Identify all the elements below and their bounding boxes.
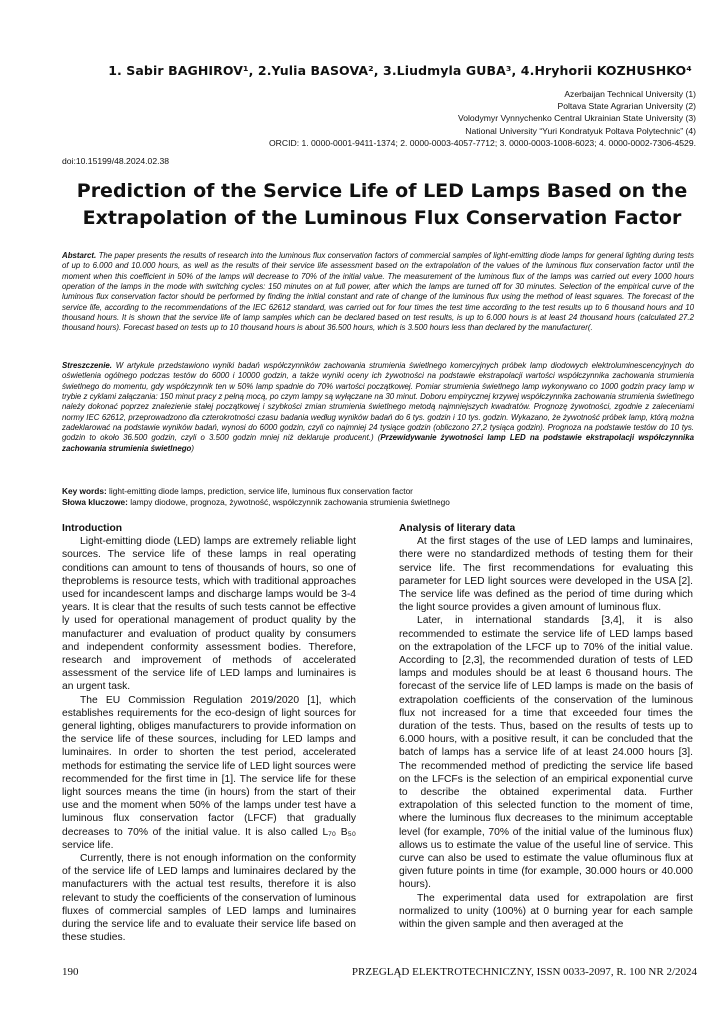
title-line-1: Prediction of the Service Life of LED Lamps Based on the — [76, 180, 688, 202]
keywords-pl-text: lampy diodowe, prognoza, żywotność, współczynnik zachowania strumienia świetlnego — [130, 497, 450, 507]
affiliation-1: Azerbaijan Technical University (1) — [564, 89, 696, 99]
keywords-en-label: Key words: — [62, 486, 107, 496]
authors-line: 1. Sabir BAGHIROV¹, 2.Yulia BASOVA², 3.Liudmyla GUBA³, 4.Hryhorii KOZHUSHKO⁴ — [108, 63, 692, 78]
paper-title — [62, 178, 702, 232]
title-line-2: Extrapolation of the Luminous Flux Conservation Factor — [82, 207, 682, 229]
journal-footer: PRZEGLĄD ELEKTROTECHNICZNY, ISSN 0033-2097, R. 100 NR 2/2024 — [351, 966, 697, 978]
affiliation-3: Volodymyr Vynnychenko Central Ukrainian State University (3) — [457, 113, 696, 124]
intro-paragraph-3: Currently, there is not enough information on the conformity of the service life of LED lamps and luminaires declared by the manufacturers with the actual test results, therefore it is also relevant to study the coefficients of the conservation of luminous fluxes of commercial samples of LED lamps and luminaires during the service life and to evaluate their service life based on these studies. — [62, 853, 356, 944]
analysis-paragraph-3: The experimental data used for extrapolation are first normalized to unity (100%) at 0 burning year for each sample within the given sample and then averaged at the — [399, 892, 693, 931]
keywords-en — [62, 486, 702, 497]
orcid-line: ORCID: 1. 0000-0001-9411-1374; 2. 0000-0003-4057-7712; 3. 0000-0003-1008-6023; 4. 0000-0002-7306-4529. — [269, 137, 696, 148]
section-heading-literary-analysis: Analysis of literary data — [399, 523, 516, 534]
analysis-paragraph-2: Later, in international standards [3,4], it is also recommended to estimate the service life of LED lamps based on the extrapolation of the LFCF up to 70% of the initial value. According to [2,3], the recommended duration of tests of LED lamps and modules should be at least 6 thousand hours. The forecast of the service life of LED lamps is made on the basis of extrapolation coefficients of the conservation of the luminous flux not increased for a time that exceeded four times the duration of the tests. Thus, based on the results of tests up to 6.000 hours, with a positive result, it can be concluded that the batch of lamps has a service life of at least 24.000 hours [3]. The recommended method of predicting the service life based on the LFCFs is the selection of an empirical exponential curve to describe the obtained experimental data. Further extrapolation of this selected function to the moment of time, where the luminous flux decreases to the minimum acceptable level (for example, 70% of the initial value of the luminous flux) allows us to estimate the value of the useful line of service. This curve can also be used to estimate the value ofluminous flux at given future points in time (for example, 30.000 hours or 40.000 hours). — [399, 615, 693, 891]
streszczenie-label: Streszczenie. — [62, 361, 112, 370]
abstract-text: The paper presents the results of research into the luminous flux conservation factors of commercial samples of light-emitting diode lamps for general lighting during tests of up to 6.000 and 10.000 hours, as well as the results of their service life assessment based on the extrapolation of the values of the luminous flux conservation factor until the moment when this coefficient in 50% of the lamps will decrease to 70% of the initial value. The measurement of the luminous flux of the lamps was carried out every 1000 hours operation of the lamps in the mode with switching cycles: 150 minutes on at full power, after which the lamps are turned off for 30 minutes. Selection of the empirical curve of the luminous flux conservation factor should be performed by finding the initial constant and rate of change of the luminous flux using the method of least squares. The forecast of the service life, according to the recommendations of the IEC 62612 standard, was carried out for four times the test time according to the test results up to 6 thousand hours and 10 thousand hours. It is shown that the service life of lamp samples which can be declared based on test results, is up to 6.000 hours is at least 24 thousand hours (calculated 27.2 thousand hours). Forecast based on tests up to 10 thousand hours is about 36.500 hours, which is 3.500 hours less than declared by the manufacturer(. — [62, 251, 694, 333]
intro-paragraph-1: Light-emitting diode (LED) lamps are extremely reliable light sources. The service life of these lamps in real operating conditions can amount to tens of thousands of hours, so one of theproblems is resource tests, which with traditional approaches used for incandescent lamps and discharge lamps would be 3-4 years. It is clear that the results of such tests cannot be effective ly used for operational management of product quality by the manufacturer and evaluation of product quality by consumers and independent conformity assessment bodies. Therefore, research and improvement of methods of accelerated assessment of the service life of LED lamps and luminaires is an urgent task. — [62, 536, 356, 693]
affiliations — [269, 88, 696, 149]
affiliation-2: Poltava State Agrarian University (2) — [557, 101, 696, 112]
page-number: 190 — [62, 966, 79, 978]
section-heading-introduction: Introduction — [62, 523, 123, 534]
doi: doi:10.15199/48.2024.02.38 — [62, 156, 170, 166]
abstract-label: Abstarct. — [62, 251, 97, 260]
abstract — [62, 251, 694, 334]
intro-paragraph-2: The EU Commission Regulation 2019/2020 [1], which establishes requirements for the eco-design of light sources for general lighting, obliges manufacturers to provide information on the service life of these sources, including for LED lamps and luminaires. In order to shorten the test period, accelerated methods for estimating the service life of LED light sources were recommended for the first time in [1]. The service life for these light sources means the time (in hours) from the start of their use and the moment when 50% of the lamps under test have a luminous flux conservation factor (LFCF) that gradually decreases to 70% of the initial value. It is also called L₇₀ B₅₀ service life. — [62, 694, 356, 851]
keywords-en-text: light-emitting diode lamps, prediction, service life, luminous flux conservation factor — [109, 486, 413, 496]
streszczenie-text: W artykule przedstawiono wyniki badań współczynników zachowania strumienia świetlnego komercyjnych próbek lamp diodowych elektroluminescencyjnych do oświetlenia ogólnego podczas testów do 6000 i 10000 godzin, a także wyniki oceny ich żywotności na podstawie ekstrapolacji wartości współczynnika zachowania strumienia świetlnego do momentu, gdy współczynnik ten w 50% lamp spadnie do 70% wartości początkowej. Pomiar strumienia świetlnego lamp wykonywano co 1000 godzin pracy lamp w trybie z cyklami załączania: 150 minut pracy z pełną mocą, po czym lampy są wyłączane na 30 minut. Doboru empirycznej krzywej współczynnika zachowania strumienia świetlnego należy dokonać poprzez znalezienie stałej początkowej i szybkości zmian strumienia świetlnego metodą najmniejszych kwadratów. Prognozę żywotności, zgodnie z zaleceniami normy IEC 62612, przeprowadzono dla czterokrotności czasu badania według wyników badań do 6 tys. godzin i 10 tys. godzin. Wykazano, że żywotność próbek lamp, którą można zadeklarować na podstawie wyników badań, wynosi do 6000 godzin, czyli co najmniej 24 tysiące godzin (obliczono 27,2 tysiąca godzin). Prognoza na podstawie testów do 10 tys. godzin to około 36.500 godzin, czyli o 3.500 godzin mniej niż deklaruje producent.) ( — [62, 361, 694, 443]
affiliation-4: National University “Yuri Kondratyuk Poltava Polytechnic” (4) — [465, 125, 696, 136]
analysis-paragraph-1: At the first stages of the use of LED lamps and luminaires, there were no standardized methods of testing them for their service life. The first recommendations for evaluating this parameter for LED light sources were developed in the USA [2]. The service life was defined as the period of time during which the light source provides a given amount of luminous flux. — [399, 536, 693, 614]
right-column — [399, 522, 693, 931]
keywords-pl-label: Słowa kluczowe: — [62, 497, 128, 507]
keywords-pl — [62, 497, 702, 508]
streszczenie-tail: ) — [191, 443, 194, 453]
streszczenie — [62, 361, 694, 454]
left-column — [62, 522, 356, 945]
keywords — [62, 486, 702, 508]
streszczenie-title: Przewidywanie żywotności lamp LED na podstawie ekstrapolacji współczynnika zachowania strumienia świetlnego — [62, 433, 694, 453]
